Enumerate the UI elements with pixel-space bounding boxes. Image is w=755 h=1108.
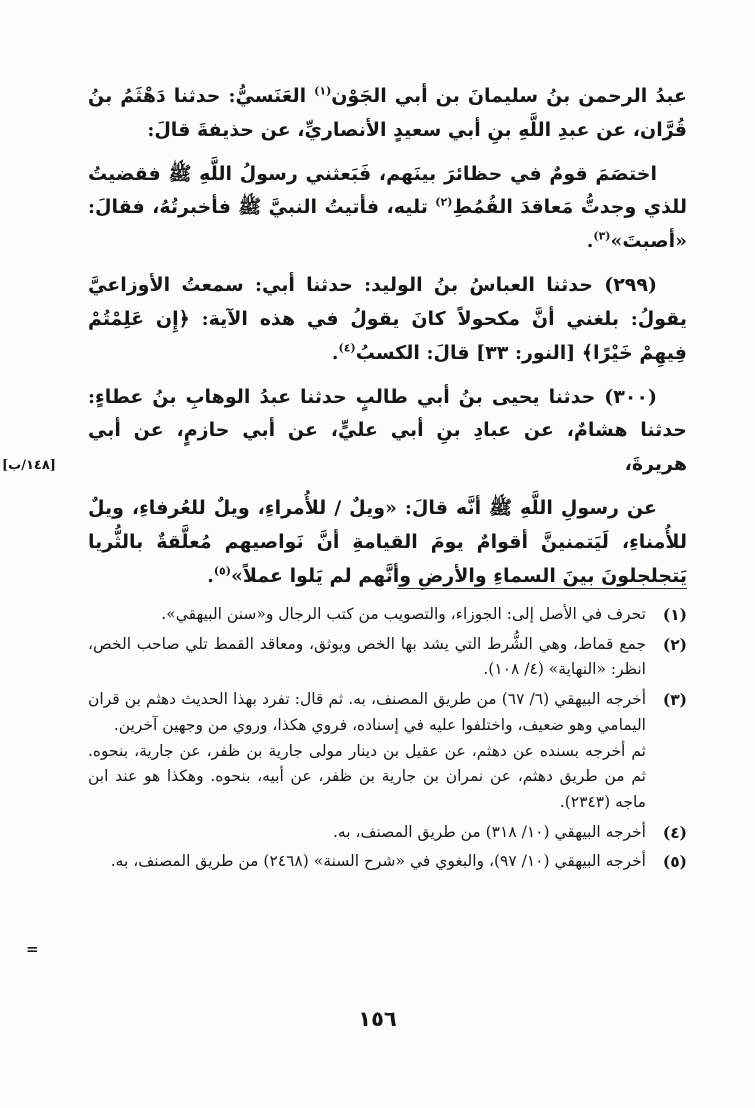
page-number: ١٥٦ [358,1006,397,1031]
footnote [88,820,687,846]
footnote-marker: (٥) [213,564,231,578]
text-run: العَنَسيُّ: حدثنا دَهْثَمُ بنُ قُرَّان، عن عبدِ اللَّهِ بنِ أبي سعيدٍ الأنصاريِّ، عن حذيفةَ قالَ: [88,85,687,141]
footnote-number: (٥) [662,852,687,872]
body-paragraph [88,269,687,370]
text-run: . [207,564,214,587]
footnote-text [88,687,646,816]
folio-margin-note: [١٤٨/ب] [2,458,56,473]
footnote-text [88,602,646,628]
body-paragraph [88,158,687,259]
body-paragraph [88,80,687,148]
footnote [88,849,687,875]
footnote-paragraph: أخرجه البيهقي (١٠/ ٩٧)، والبغوي في «شرح السنة» (٢٤٦٨) من طريق المصنف، به. [110,852,646,871]
footnote-number: (٤) [662,822,687,842]
footnote-paragraph: أخرجه البيهقي (٦/ ٦٧) من طريق المصنف، به. ثم قال: تفرد بهذا الحديث دهثم بن قران اليمامي وهو ضعيف، واختلفوا عليه في إسناده، فروي هكذا، وروي من وجهين آخرين. [88,690,647,734]
footnote-text [88,820,646,846]
footnote-number: (٢) [662,634,687,654]
footnote-text [88,632,646,683]
footnote-paragraph: تحرف في الأصل إلى: الجوزاء، والتصويب من كتب الرجال و«سنن البيهقي». [161,605,646,623]
body-paragraph [88,381,687,482]
text-run: . [331,341,339,364]
footnote-marker: (٢) [435,196,453,210]
footnote-paragraph: جمع قماط، وهي الشُّرط التي يشد بها الخص ويوثق، ومعاقد القمط تلي صاحب الخص، انظر: «النهاية» (٤/ ١٠٨). [88,634,646,679]
footnote [88,687,687,816]
body-paragraph [88,492,687,593]
footnotes [88,602,687,879]
text-run: . [586,230,594,253]
footnote [88,632,687,683]
footnote-number: (١) [662,605,687,624]
continuation-mark: = [26,940,39,958]
footnote-paragraph: أخرجه البيهقي (١٠/ ٣١٨) من طريق المصنف، به. [332,822,646,841]
footnote-paragraph: ثم أخرجه بسنده عن دهثم، عن عقيل بن دينار مولى جارية بن ظفر، عن جارية، بنحوه. ثم من طريق دهثم، عن نمران بن جارية بن ظفر، عن أبيه، بنحوه. وهكذا هو عند ابن ماجه (٢٣٤٣). [88,741,646,812]
footnote-marker: (٤) [338,341,356,355]
footnote-marker: (١) [314,84,332,98]
text-run: (٣٠٠) حدثنا يحيى بنُ أبي طالبٍ حدثنا عبدُ الوهابِ بنُ عطاءٍ: حدثنا هشامٌ، عن عبادِ بنِ أبي عليٍّ، عن أبي حازمٍ، عن أبي هريرةَ، [88,385,687,476]
text-run: تليه، فأتيتُ النبيَّ ﷺ فأخبرتُهُ، فقالَ: «أصبتَ» [88,196,687,253]
text-run: (٢٩٩) حدثنا العباسُ بنُ الوليد: حدثنا أبي: سمعتُ الأوزاعيَّ يقولُ: بلغني أنَّ مكحولاً كانَ يقولُ في هذه الآية: ﴿إِن عَلِمْتُمْ فِيهِمْ خَيْرًا﴾ [النور: ٣٣] قالَ: الكسبُ [88,274,687,364]
footnote-separator-rule [397,588,687,589]
text-run: عن رسولِ اللَّهِ ﷺ أنَّه قالَ: «ويلٌ / للأُمراءِ، ويلٌ للعُرفاءِ، ويلٌ للأُمناءِ، لَيَتمنينَّ أقوامٌ يومَ القيامةِ أنَّ نَواصيهم مُعلَّقةٌ بالثُّريا يَتجلجلونَ بينَ السماءِ والأرضِ وأنَّهم لم يَلوا عملاً» [88,496,687,587]
footnote-number: (٣) [662,690,687,710]
text-run: اختصَمَ قومٌ في حظائرَ بينَهم، فَبَعثني رسولُ اللَّهِ ﷺ فقضيتُ للذي وجدتُّ مَعاقدَ القُمُطِ [88,162,687,219]
body-text [88,80,687,603]
footnote-text [88,849,646,875]
footnote-marker: (٣) [593,229,611,243]
footnote [88,602,687,628]
text-run: عبدُ الرحمن بنُ سليمانَ بن أبي الجَوْن [331,85,687,107]
